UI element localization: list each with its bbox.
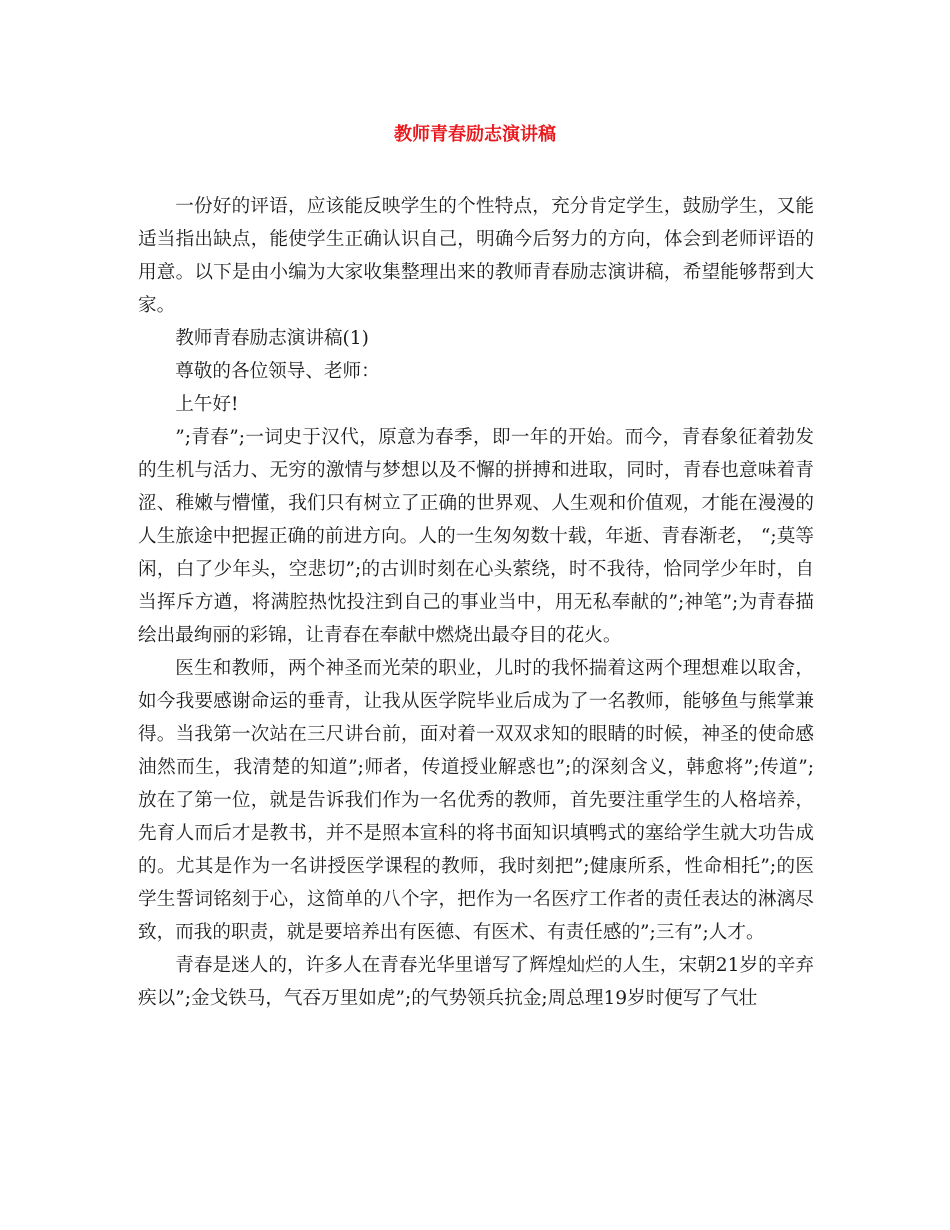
paragraph-youth: ”;青春”;一词史于汉代，原意为春季，即一年的开始。而今，青春象征着勃发的生机与活力、无穷的激情与梦想以及不懈的拼搏和进取，同时，青春也意味着青涩、稚嫩与懵懂，我们只有树立了正确的世界观、人生观和价值观，才能在漫漫的人生旅途中把握正确的前进方向。人的一生匆匆数十载，年逝、青春渐老， “;莫等闲，白了少年头，空悲切”;的古训时刻在心头萦绕，时不我待，恰同学少年时，自当挥斥方遒，将满腔热忱投注到自己的事业当中，用无私奉献的”;神笔”;为青春描绘出最绚丽的彩锦，让青春在奉献中燃烧出最夺目的花火。 — [138, 427, 814, 646]
document-body — [138, 190, 814, 1015]
paragraph-salutation: 尊敬的各位领导、老师： — [175, 361, 380, 382]
paragraph-subtitle: 教师青春励志演讲稿(1) — [175, 328, 369, 349]
paragraph-charming-youth: 青春是迷人的，许多人在青春光华里谱写了辉煌灿烂的人生，宋朝21岁的辛弃疾以”;金戈铁马，气吞万里如虎”;的气势领兵抗金;周总理19岁时便写了气壮 — [138, 955, 814, 1009]
paragraph-intro: 一份好的评语，应该能反映学生的个性特点，充分肯定学生，鼓励学生，又能适当指出缺点，能使学生正确认识自己，明确今后努力的方向，体会到老师评语的用意。以下是由小编为大家收集整理出来的教师青春励志演讲稿，希望能够帮到大家。 — [138, 196, 814, 316]
paragraph-greeting: 上午好! — [175, 394, 239, 415]
document-title: 教师青春励志演讲稿 — [394, 124, 556, 145]
paragraph-doctor-teacher: 医生和教师，两个神圣而光荣的职业，儿时的我怀揣着这两个理想难以取舍，如今我要感谢命运的垂青，让我从医学院毕业后成为了一名教师，能够鱼与熊掌兼得。当我第一次站在三尺讲台前，面对着一双双求知的眼睛的时候，神圣的使命感油然而生，我清楚的知道”;师者，传道授业解惑也”;的深刻含义，韩愈将”;传道”; 放在了第一位，就是告诉我们作为一名优秀的教师，首先要注重学生的人格培养，先育人而后才是教书，并不是照本宣科的将书面知识填鸭式的塞给学生就大功告成的。尤其是作为一名讲授医学课程的教师，我时刻把”;健康所系，性命相托”;的医学生誓词铭刻于心，这简单的八个字，把作为一名医疗工作者的责任表达的淋漓尽致，而我的职责，就是要培养出有医德、有医术、有责任感的”;三有”;人才。 — [138, 658, 814, 943]
